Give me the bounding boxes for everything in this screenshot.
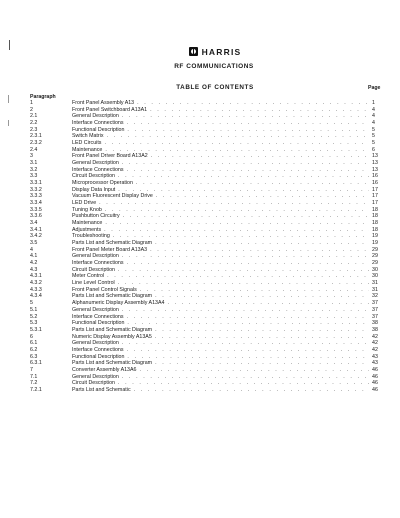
toc-entry-page: 13	[372, 166, 378, 173]
toc-entry-number: 5.3.1	[30, 326, 42, 333]
toc-entry-number: 3.5	[30, 240, 38, 247]
toc-entry	[30, 347, 386, 354]
toc-entry-leader	[105, 220, 369, 227]
toc-entry-leader	[137, 100, 369, 107]
toc-entry-title: Functional Description	[72, 320, 125, 327]
toc-entry-number: 3	[30, 153, 33, 160]
toc-entry-title: Line Level Control	[72, 280, 115, 287]
toc-entry-leader	[118, 187, 369, 194]
toc-entry-leader	[140, 287, 369, 294]
toc-entry-page: 29	[372, 253, 378, 260]
toc-entry-title: Meter Control	[72, 273, 105, 280]
toc-entry-page: 42	[372, 346, 378, 353]
toc-entry-number: 3.3.3	[30, 193, 42, 200]
toc-entry-leader	[155, 293, 369, 300]
toc-entry-page: 43	[372, 360, 378, 367]
paragraph-column-heading: Paragraph	[30, 94, 56, 100]
toc-entry-leader	[156, 193, 369, 200]
toc-entry-number: 4.1	[30, 253, 38, 260]
toc-entry	[30, 207, 386, 214]
toc-entry-number: 4.3	[30, 266, 38, 273]
toc-entry	[30, 220, 386, 227]
toc-entry-title: Interface Connections	[72, 260, 124, 267]
toc-entry	[30, 200, 386, 207]
toc-entry-page: 37	[372, 313, 378, 320]
toc-entry-title: Circuit Description	[72, 266, 115, 273]
toc-entry	[30, 280, 386, 287]
toc-entry-page: 29	[372, 260, 378, 267]
toc-entry-page: 13	[372, 160, 378, 167]
toc-entry	[30, 327, 386, 334]
toc-entry-leader	[122, 253, 369, 260]
toc-entry-page: 46	[372, 386, 378, 393]
toc-entry-number: 2.2	[30, 120, 38, 127]
toc-entry-page: 46	[372, 366, 378, 373]
toc-entry-title: Interface Connections	[72, 346, 124, 353]
toc-entry-leader	[122, 374, 369, 381]
toc-entry	[30, 374, 386, 381]
toc-entry	[30, 140, 386, 147]
toc-entry-number: 5	[30, 300, 33, 307]
toc-entry-title: Parts List and Schematic Diagram	[72, 360, 153, 367]
toc-entries	[30, 100, 386, 394]
toc-entry-page: 18	[372, 220, 378, 227]
toc-entry	[30, 380, 386, 387]
toc-entry	[30, 187, 386, 194]
toc-entry-leader	[155, 327, 369, 334]
toc-entry-number: 4.2	[30, 260, 38, 267]
toc-entry-page: 13	[372, 153, 378, 160]
toc-entry-page: 32	[372, 293, 378, 300]
toc-entry	[30, 354, 386, 361]
toc-entry	[30, 167, 386, 174]
toc-entry-leader	[127, 320, 369, 327]
toc-entry	[30, 100, 386, 107]
toc-entry-leader	[118, 173, 369, 180]
toc-entry	[30, 240, 386, 247]
toc-entry-number: 3.4.1	[30, 226, 42, 233]
toc-entry-page: 4	[372, 120, 375, 127]
toc-entry-number: 4.3.1	[30, 273, 42, 280]
toc-entry	[30, 227, 386, 234]
toc-entry-number: 6.3.1	[30, 360, 42, 367]
toc-entry	[30, 213, 386, 220]
toc-entry-number: 3.3.4	[30, 200, 42, 207]
toc-entry-page: 29	[372, 246, 378, 253]
toc-entry-title: Interface Connections	[72, 166, 124, 173]
toc-entry-title: Troubleshooting	[72, 233, 110, 240]
toc-entry-title: Circuit Description	[72, 380, 115, 387]
toc-entry-page: 1	[372, 100, 375, 106]
toc-entry-leader	[122, 307, 369, 314]
toc-entry-leader	[127, 127, 369, 134]
toc-entry-number: 3.3.2	[30, 186, 42, 193]
toc-entry-leader	[139, 367, 369, 374]
toc-entry-leader	[122, 160, 369, 167]
toc-entry-number: 3.1	[30, 160, 38, 167]
toc-entry-number: 4.3.2	[30, 280, 42, 287]
toc-entry-leader	[99, 200, 369, 207]
toc-entry	[30, 360, 386, 367]
toc-entry-title: Functional Description	[72, 353, 125, 360]
toc-entry	[30, 107, 386, 114]
toc-entry	[30, 314, 386, 321]
toc-entry-leader	[107, 273, 369, 280]
toc-entry-leader	[123, 213, 369, 220]
toc-entry-number: 5.3	[30, 320, 38, 327]
toc-entry-title: Numeric Display Assembly A13A5	[72, 333, 152, 340]
toc-entry-number: 4	[30, 246, 33, 253]
toc-entry	[30, 287, 386, 294]
toc-entry	[30, 340, 386, 347]
toc-entry-number: 6	[30, 333, 33, 340]
toc-entry-page: 30	[372, 266, 378, 273]
toc-entry-leader	[105, 207, 369, 214]
toc-entry-number: 7.2.1	[30, 386, 42, 393]
toc-entry-page: 19	[372, 240, 378, 247]
toc-entry-page: 16	[372, 173, 378, 180]
toc-entry-number: 7	[30, 366, 33, 373]
toc-entry	[30, 367, 386, 374]
toc-entry-title: Parts List and Schematic	[72, 386, 131, 393]
toc-entry-title: General Description	[72, 253, 119, 260]
toc-entry-title: Interface Connections	[72, 313, 124, 320]
toc-entry-title: LED Drive	[72, 200, 97, 207]
toc-entry-page: 18	[372, 213, 378, 220]
toc-entry-leader	[167, 300, 369, 307]
toc-entry-number: 5.2	[30, 313, 38, 320]
toc-entry-number: 3.3.6	[30, 213, 42, 220]
toc-entry-page: 37	[372, 306, 378, 313]
toc-entry-leader	[127, 120, 369, 127]
toc-entry-number: 5.1	[30, 306, 38, 313]
toc-entry-title: Microprocessor Operation	[72, 180, 133, 187]
toc-entry	[30, 120, 386, 127]
toc-entry-page: 31	[372, 286, 378, 293]
toc-entry-title: Front Panel Driver Board A13A2	[72, 153, 148, 160]
toc-entry-number: 7.2	[30, 380, 38, 387]
toc-entry	[30, 300, 386, 307]
toc-entry-title: General Description	[72, 373, 119, 380]
toc-entry-page: 18	[372, 206, 378, 213]
toc-entry-leader	[155, 334, 369, 341]
toc-entry-number: 7.1	[30, 373, 38, 380]
toc-entry-title: Front Panel Meter Board A13A3	[72, 246, 148, 253]
toc-entry	[30, 387, 386, 394]
toc-entry	[30, 193, 386, 200]
toc-entry	[30, 153, 386, 160]
toc-entry	[30, 173, 386, 180]
toc-entry-page: 42	[372, 340, 378, 347]
toc-entry-title: Interface Connections	[72, 120, 124, 127]
toc-entry-page: 43	[372, 353, 378, 360]
toc-entry-page: 4	[372, 113, 375, 120]
toc-entry-leader	[155, 240, 369, 247]
toc-entry	[30, 260, 386, 267]
toc-entry-leader	[134, 387, 369, 394]
toc-entry-page: 46	[372, 380, 378, 387]
brand-name: HARRIS	[201, 46, 242, 57]
toc-entry-leader	[104, 227, 369, 234]
toc-entry-title: General Description	[72, 340, 119, 347]
toc-entry	[30, 273, 386, 280]
toc-entry-leader	[118, 280, 369, 287]
toc-entry	[30, 247, 386, 254]
toc-entry	[30, 180, 386, 187]
harris-logo-icon	[189, 47, 198, 56]
toc-entry-number: 2.1	[30, 113, 38, 120]
toc-entry-leader	[105, 147, 369, 154]
toc-entry-page: 17	[372, 193, 378, 200]
toc-entry-page: 4	[372, 106, 375, 113]
toc-entry-title: Circuit Description	[72, 173, 115, 180]
toc-entry-leader	[122, 340, 369, 347]
toc-entry-title: Display Data Input	[72, 186, 116, 193]
toc-entry-number: 4.3.4	[30, 293, 42, 300]
toc-entry-number: 1	[30, 100, 33, 106]
toc-entry-number: 3.4	[30, 220, 38, 227]
toc-entry-leader	[127, 347, 369, 354]
toc-entry-number: 2.4	[30, 146, 38, 153]
toc-entry-leader	[127, 260, 369, 267]
toc-entry-number: 2.3.2	[30, 140, 42, 147]
toc-entry	[30, 147, 386, 154]
toc-title: TABLE OF CONTENTS	[176, 84, 254, 91]
toc-entry-title: Switch Matrix	[72, 133, 104, 140]
toc-entry-leader	[155, 360, 369, 367]
toc-entry-title: Front Panel Control Signals	[72, 286, 137, 293]
toc-entry-title: Tuning Knob	[72, 206, 102, 213]
toc-entry-leader	[127, 167, 369, 174]
toc-entry-page: 16	[372, 180, 378, 187]
toc-entry	[30, 334, 386, 341]
toc-entry-number: 3.4.2	[30, 233, 42, 240]
toc-entry-title: General Description	[72, 306, 119, 313]
toc-entry	[30, 320, 386, 327]
page-column-heading: Page	[368, 85, 381, 91]
toc-entry-title: Front Panel Assembly A13	[72, 100, 135, 106]
toc-entry-page: 6	[372, 146, 375, 153]
toc-entry-title: General Description	[72, 113, 119, 120]
toc-entry-title: Parts List and Schematic Diagram	[72, 293, 153, 300]
toc-entry	[30, 233, 386, 240]
toc-entry-page: 42	[372, 333, 378, 340]
toc-entry-number: 6.1	[30, 340, 38, 347]
toc-entry-leader	[122, 113, 369, 120]
toc-entry-leader	[150, 107, 369, 114]
toc-entry-page: 5	[372, 140, 375, 147]
toc-entry-leader	[104, 140, 369, 147]
toc-entry-number: 3.3	[30, 173, 38, 180]
toc-entry	[30, 307, 386, 314]
toc-entry-title: General Description	[72, 160, 119, 167]
toc-entry-number: 2	[30, 106, 33, 113]
toc-entry-title: Front Panel Switchboard A13A1	[72, 106, 148, 113]
toc-entry-number: 3.2	[30, 166, 38, 173]
toc-entry	[30, 127, 386, 134]
toc-entry-page: 38	[372, 326, 378, 333]
toc-entry-page: 38	[372, 320, 378, 327]
toc-entry-number: 2.3	[30, 126, 38, 133]
toc-entry	[30, 160, 386, 167]
toc-entry	[30, 293, 386, 300]
brand	[189, 47, 242, 57]
toc-entry-page: 18	[372, 226, 378, 233]
toc-entry-page: 19	[372, 233, 378, 240]
toc-entry-number: 3.3.5	[30, 206, 42, 213]
toc-entry-leader	[150, 247, 369, 254]
division-name: RF COMMUNICATIONS	[174, 63, 254, 70]
toc-entry-leader	[107, 133, 370, 140]
toc-entry-title: Adjustments	[72, 226, 102, 233]
document-header	[0, 43, 400, 70]
toc-entry-title: Converter Assembly A13A6	[72, 366, 137, 373]
toc-entry-leader	[127, 314, 369, 321]
toc-entry-title: Parts List and Schematic Diagram	[72, 240, 153, 247]
toc-entry-page: 37	[372, 300, 378, 307]
toc-entry-leader	[151, 153, 369, 160]
toc-entry-page: 5	[372, 133, 375, 140]
binding-mark-middle	[8, 95, 9, 103]
toc-entry-leader	[118, 267, 369, 274]
toc-entry-leader	[127, 354, 369, 361]
toc-entry-page: 31	[372, 280, 378, 287]
toc-entry-number: 6.3	[30, 353, 38, 360]
toc-entry-title: Maintenance	[72, 220, 103, 227]
toc-entry-page: 46	[372, 373, 378, 380]
toc-entry-number: 6.2	[30, 346, 38, 353]
toc-entry-title: Functional Description	[72, 126, 125, 133]
toc-entry-title: Parts List and Schematic Diagram	[72, 326, 153, 333]
binding-mark-lower	[8, 120, 9, 126]
toc-entry-page: 30	[372, 273, 378, 280]
toc-entry-leader	[118, 380, 369, 387]
toc-entry-leader	[136, 180, 369, 187]
toc-entry-number: 4.3.3	[30, 286, 42, 293]
toc-entry	[30, 113, 386, 120]
toc-entry-title: Vacuum Fluorescent Display Drive	[72, 193, 153, 200]
toc-entry-number: 3.3.1	[30, 180, 42, 187]
toc-entry-page: 17	[372, 200, 378, 207]
toc-entry	[30, 253, 386, 260]
toc-entry-leader	[113, 233, 369, 240]
toc-entry-title: Maintenance	[72, 146, 103, 153]
toc-entry-page: 5	[372, 126, 375, 133]
toc-entry	[30, 267, 386, 274]
toc-entry-title: Pushbutton Circuitry	[72, 213, 120, 220]
toc-entry-page: 17	[372, 186, 378, 193]
toc-entry-title: Alphanumeric Display Assembly A13A4	[72, 300, 165, 307]
toc-entry	[30, 133, 386, 140]
toc-entry-title: LED Circuits	[72, 140, 102, 147]
toc-entry-number: 2.3.1	[30, 133, 42, 140]
